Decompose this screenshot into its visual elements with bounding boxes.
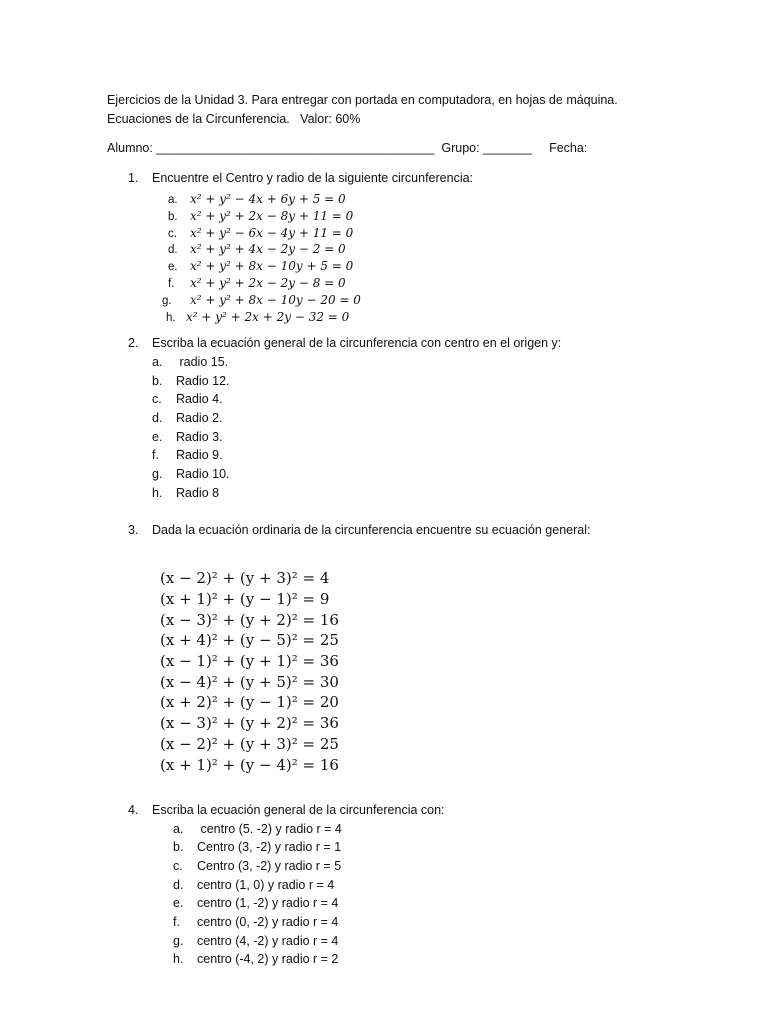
q4-item xyxy=(173,839,341,855)
item-letter: h. xyxy=(166,312,176,324)
q3-equation: (x − 2)² + (y + 3)² = 4 xyxy=(160,569,330,587)
item-letter: h. xyxy=(152,486,163,500)
item-text: Radio 3. xyxy=(176,430,223,444)
q2-item xyxy=(152,373,230,389)
item-text: centro (4, -2) y radio r = 4 xyxy=(197,934,339,948)
q1-item xyxy=(168,208,353,225)
q2-item xyxy=(152,447,223,463)
item-letter: d. xyxy=(173,878,184,892)
q2-item xyxy=(152,485,219,501)
q2-item xyxy=(152,354,228,370)
item-text: centro (-4, 2) y radio r = 2 xyxy=(197,952,339,966)
q4-item xyxy=(173,951,338,967)
item-letter: e. xyxy=(168,261,178,273)
q2-item xyxy=(152,429,223,445)
q3-equation: (x − 1)² + (y + 1)² = 36 xyxy=(160,652,339,670)
q3-equation: (x − 3)² + (y + 2)² = 16 xyxy=(160,611,339,629)
item-text: Centro (3, -2) y radio r = 1 xyxy=(197,840,342,854)
item-letter: g. xyxy=(152,467,163,481)
question-1-text: Encuentre el Centro y radio de la siguiente circunferencia: xyxy=(152,171,474,185)
q3-equation: (x + 4)² + (y − 5)² = 25 xyxy=(160,631,339,649)
item-equation: x² + y² + 2x − 2y − 8 = 0 xyxy=(190,276,346,290)
item-equation: x² + y² − 6x − 4y + 11 = 0 xyxy=(190,226,354,240)
item-text: Radio 9. xyxy=(176,448,223,462)
item-text: centro (5. -2) y radio r = 4 xyxy=(197,822,342,836)
item-equation: x² + y² + 2x − 8y + 11 = 0 xyxy=(190,209,354,223)
item-letter: f. xyxy=(173,915,180,929)
q2-item xyxy=(152,466,230,482)
item-letter: d. xyxy=(152,411,163,425)
q2-item xyxy=(152,410,223,426)
item-letter: g. xyxy=(173,934,184,948)
item-text: Radio 8 xyxy=(176,486,220,500)
item-text: radio 15. xyxy=(176,355,229,369)
q3-equation: (x + 1)² + (y − 1)² = 9 xyxy=(160,590,330,608)
q1-item xyxy=(168,191,346,208)
q3-equation: (x − 4)² + (y + 5)² = 30 xyxy=(160,673,339,691)
item-text: Centro (3, -2) y radio r = 5 xyxy=(197,859,342,873)
q1-item xyxy=(162,292,361,309)
q4-item xyxy=(173,933,338,949)
q3-equation: (x − 3)² + (y + 2)² = 36 xyxy=(160,714,339,732)
q4-item xyxy=(173,858,341,874)
question-4-number: 4. xyxy=(128,803,139,817)
item-letter: h. xyxy=(173,952,184,966)
item-text: centro (0, -2) y radio r = 4 xyxy=(197,915,339,929)
q1-item xyxy=(166,309,349,326)
question-2-number: 2. xyxy=(128,336,139,350)
item-equation: x² + y² + 4x − 2y − 2 = 0 xyxy=(190,242,346,256)
q4-item xyxy=(173,895,338,911)
q1-item xyxy=(168,275,346,292)
item-letter: b. xyxy=(152,374,163,388)
item-equation: x² + y² + 8x − 10y − 20 = 0 xyxy=(190,293,361,307)
q4-item xyxy=(173,914,338,930)
document-title: Ejercicios de la Unidad 3. Para entregar con portada en computadora, en hojas de máquina. xyxy=(107,93,618,107)
item-text: Radio 2. xyxy=(176,411,223,425)
q1-item xyxy=(168,258,353,275)
q4-item xyxy=(173,821,342,837)
item-letter: d. xyxy=(168,244,178,256)
q3-equation: (x + 1)² + (y − 4)² = 16 xyxy=(160,756,339,774)
item-letter: e. xyxy=(152,430,163,444)
question-1-number: 1. xyxy=(128,171,139,185)
item-letter: c. xyxy=(168,228,177,240)
item-equation: x² + y² + 2x + 2y − 32 = 0 xyxy=(186,310,350,324)
q3-equation: (x − 2)² + (y + 3)² = 25 xyxy=(160,735,339,753)
item-text: centro (1, -2) y radio r = 4 xyxy=(197,896,339,910)
q2-item xyxy=(152,391,223,407)
question-4-text: Escriba la ecuación general de la circunferencia con: xyxy=(152,803,445,817)
item-text: Radio 10. xyxy=(176,467,230,481)
q4-item xyxy=(173,877,334,893)
item-text: Radio 4. xyxy=(176,392,223,406)
question-3-text: Dada la ecuación ordinaria de la circunferencia encuentre su ecuación general: xyxy=(152,523,591,537)
item-letter: b. xyxy=(168,211,178,223)
item-text: centro (1, 0) y radio r = 4 xyxy=(197,878,335,892)
q1-item xyxy=(168,241,346,258)
question-2-text: Escriba la ecuación general de la circunferencia con centro en el origen y: xyxy=(152,336,562,350)
item-letter: b. xyxy=(173,840,184,854)
item-letter: e. xyxy=(173,896,184,910)
item-text: Radio 12. xyxy=(176,374,230,388)
student-info-line: Alumno: ________________________________________ Grupo: _______ Fecha: xyxy=(107,141,588,155)
document-subtitle: Ecuaciones de la Circunferencia. Valor: 60% xyxy=(107,112,361,126)
item-letter: g. xyxy=(162,295,172,307)
item-letter: f. xyxy=(168,278,175,290)
item-letter: a. xyxy=(173,822,184,836)
item-letter: c. xyxy=(152,392,162,406)
item-equation: x² + y² − 4x + 6y + 5 = 0 xyxy=(190,192,346,206)
item-letter: f. xyxy=(152,448,159,462)
item-letter: c. xyxy=(173,859,183,873)
item-equation: x² + y² + 8x − 10y + 5 = 0 xyxy=(190,259,354,273)
question-3-number: 3. xyxy=(128,523,139,537)
item-letter: a. xyxy=(168,194,178,206)
item-letter: a. xyxy=(152,355,163,369)
q3-equation: (x + 2)² + (y − 1)² = 20 xyxy=(160,693,339,711)
q1-item xyxy=(168,225,353,242)
